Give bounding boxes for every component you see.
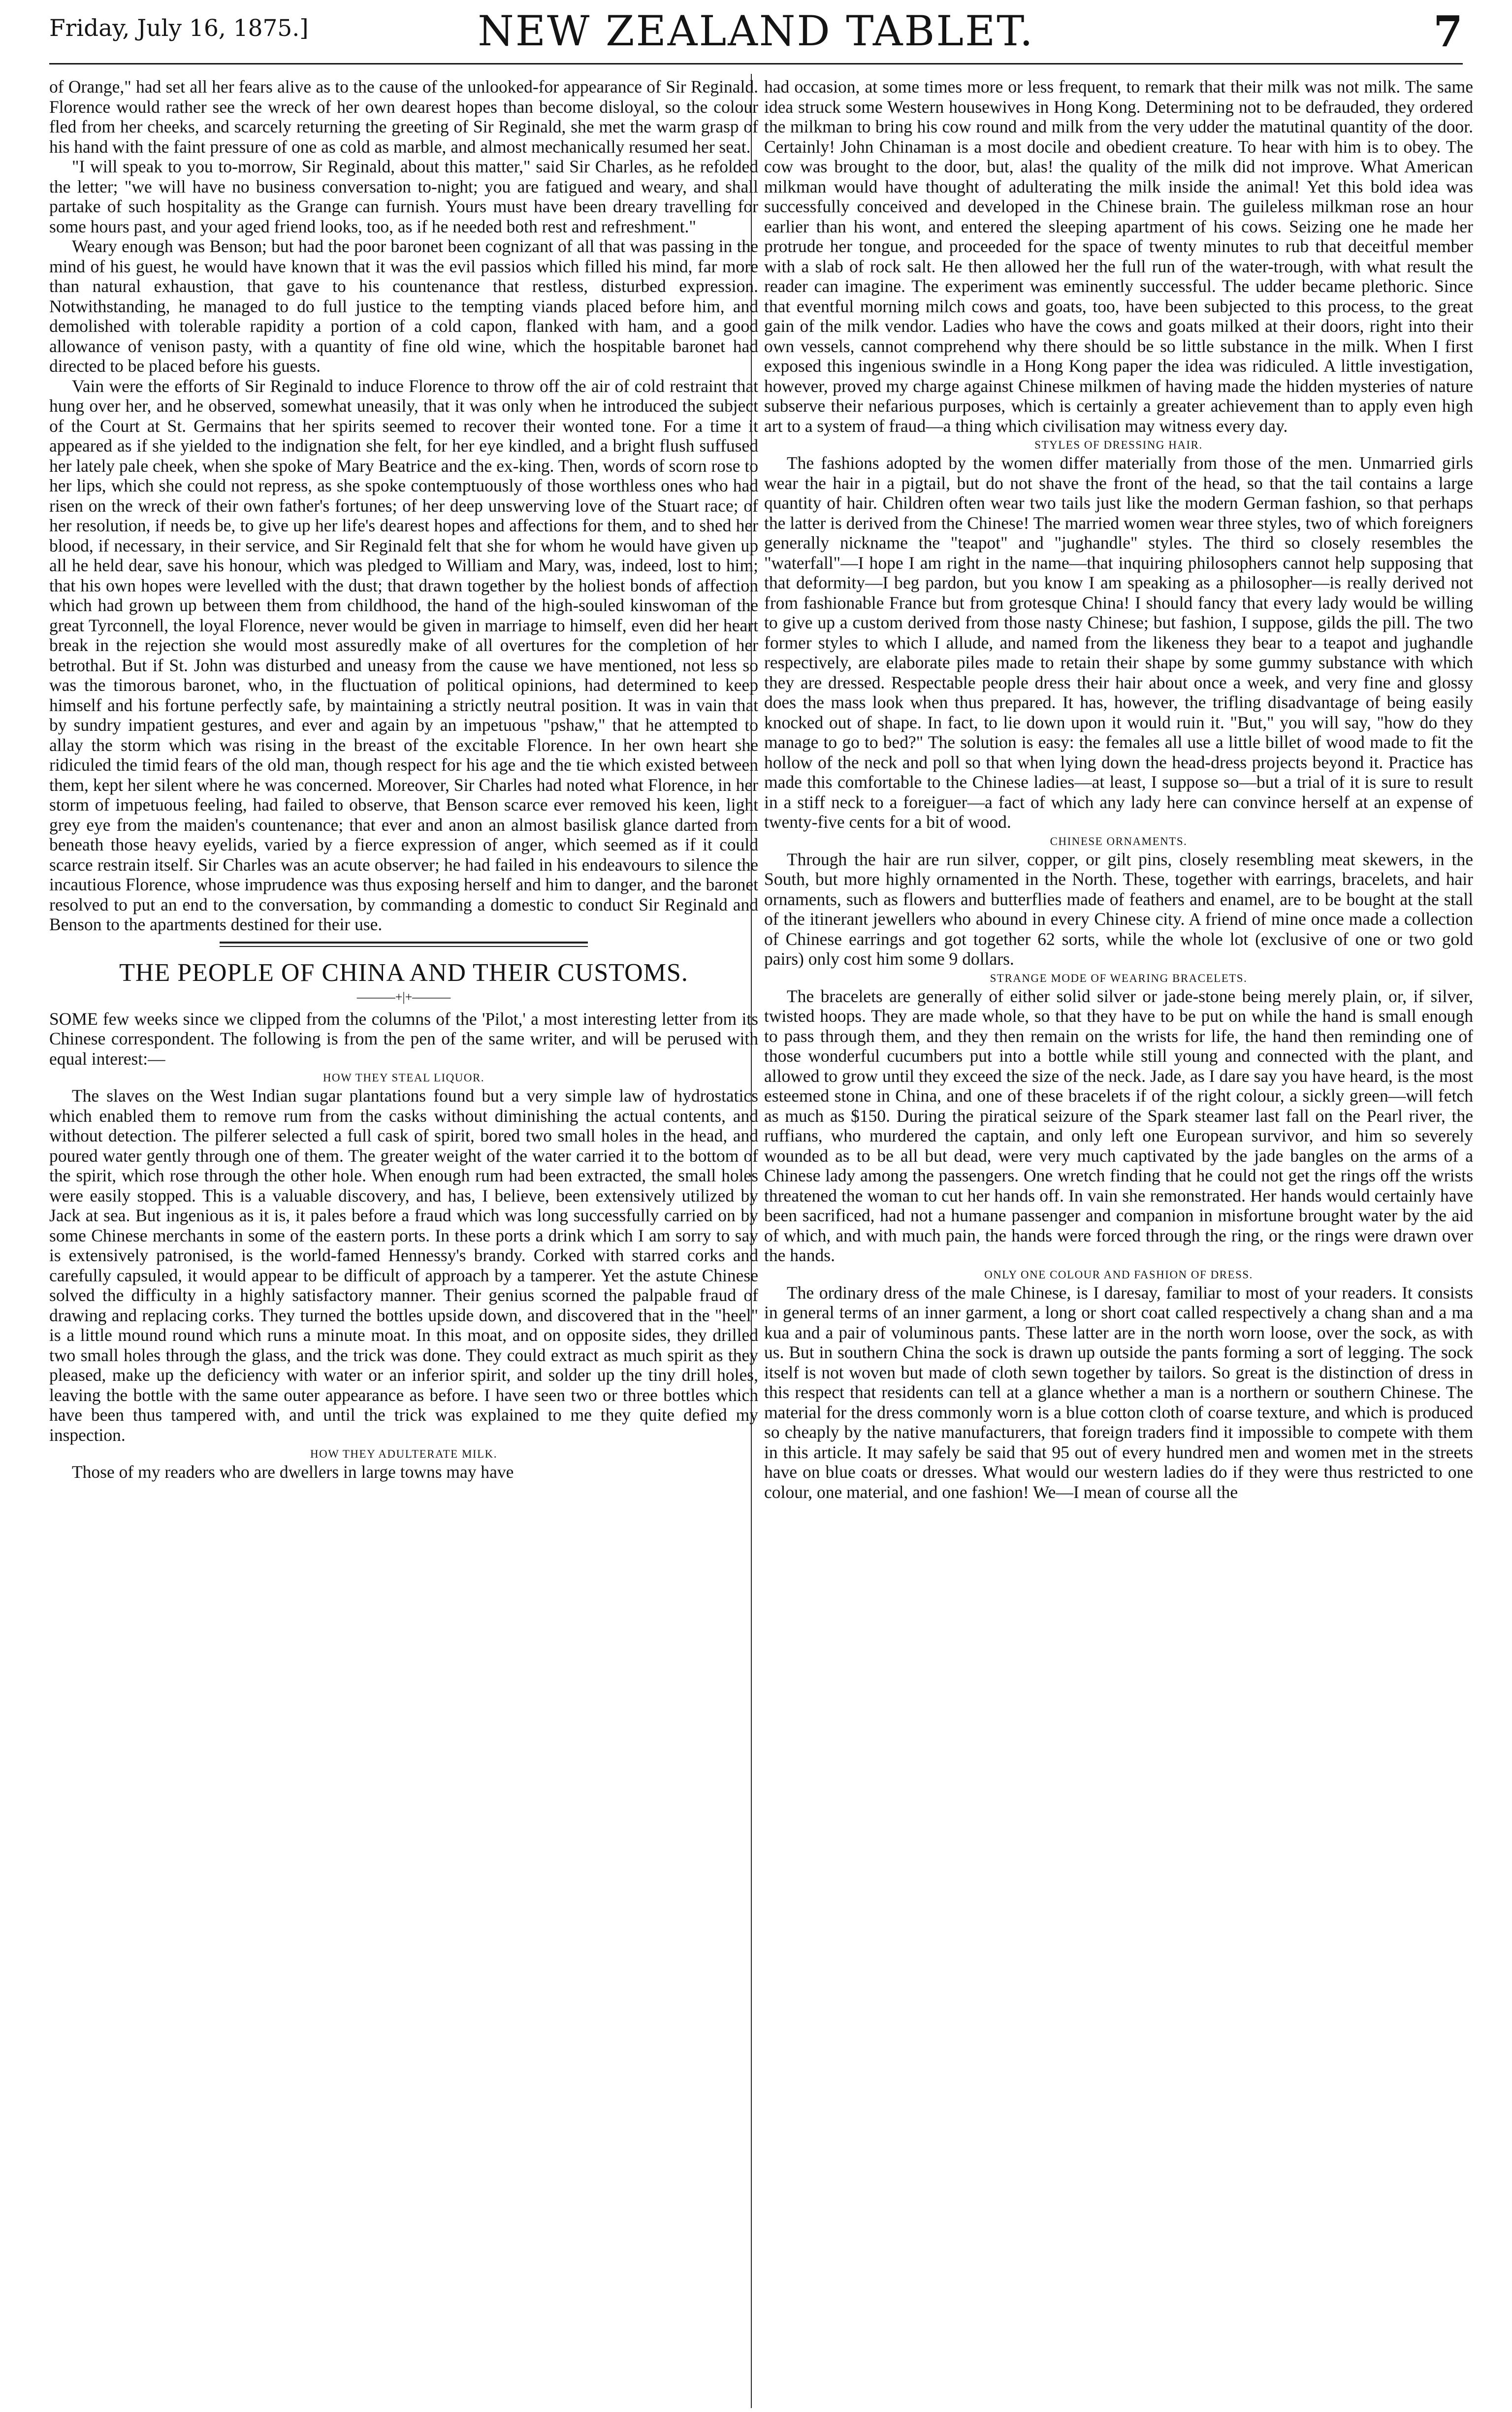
title-ornament: ———+|+——— xyxy=(356,989,451,1004)
story-paragraph: "I will speak to you to-morrow, Sir Reginald, about this matter," said Sir Charles, as he refolded the letter; "we will have no business conversation to-night; you are fatigued and weary, and shall partake of such hospitality as the Grange can furnish. Yours must have been dreary travelling for some hours past, and your aged friend looks, too, as if he needed both rest and refreshment." xyxy=(49,157,758,236)
article-paragraph: had occasion, at some times more or less frequent, to remark that their milk was not milk. The same idea struck some Western housewives in Hong Kong. Determining not to be defrauded, they ordered the milkman to bring his cow round and milk from the very udder the matutinal quantity of the door. Certainly! John Chinaman is a most docile and obedient creature. To hear with him is to obey. The cow was brought to the door, but, alas! the quality of the milk did not improve. What American milkman would have thought of adulterating the milk inside the animal! Yet this bold idea was successfully conceived and developed in the Chinese brain. The guileless milkman rose an hour earlier than his wont, and entered the sleeping apartment of his cows. Seizing one he made her protrude her tongue, and proceeded for the space of twenty minutes to rub that deceitful member with a slab of rock salt. He then allowed her the full run of the water-trough, with what result the reader can imagine. The experiment was eminently successful. The udder became plethoric. Since that eventful morning milch cows and goats, too, have been subjected to this process, to the great gain of the milk vendor. Ladies who have the cows and goats milked at their doors, right into their own vessels, cannot comprehend why there should be so little substance in the milk. When I first exposed this ingenious swindle in a Hong Kong paper the idea was ridiculed. A little investigation, however, proved my charge against Chinese milkmen of having made the hidden mysteries of nature subserve their nefarious purposes, which is certainly a greater achievement than to apply even high art to a system of fraud—a thing which civilisation may witness every day. xyxy=(764,77,1473,436)
subheading: HOW THEY ADULTERATE MILK. xyxy=(310,1448,497,1460)
subheading: CHINESE ORNAMENTS. xyxy=(1050,835,1188,847)
left-column xyxy=(49,77,758,2406)
section-divider xyxy=(220,942,588,947)
masthead xyxy=(49,0,1463,74)
article-intro: SOME few weeks since we clipped from the columns of the 'Pilot,' a most interesting letter from its Chinese correspondent. The following is from the pen of the same writer, and will be perused with equal interest:— xyxy=(49,1009,758,1069)
article-paragraph: The ordinary dress of the male Chinese, is I daresay, familiar to most of your readers. It consists in general terms of an inner garment, a long or short coat called respectively a chang shan and a ma kua and a pair of voluminous pants. These latter are in the north worn loose, over the sock, as with us. But in southern China the sock is drawn up outside the pants forming a sort of legging. The sock itself is not woven but made of cloth sewn together by tailors. So great is the distinction of dress in this respect that residents can tell at a glance whether a man is a northern or southern Chinese. The material for the dress commonly worn is a blue cotton cloth of coarse texture, and which is produced so cheaply by the native manufacturers, that foreign traders find it impossible to compete with them in this article. It may safely be said that 95 out of every hundred men and women met in the streets have on blue coats or dresses. What would our western ladies do if they were thus restricted to one colour, one material, and one fashion! We—I mean of course all the xyxy=(764,1282,1473,1502)
subheading: ONLY ONE COLOUR AND FASHION OF DRESS. xyxy=(984,1268,1253,1281)
subheading: STYLES OF DRESSING HAIR. xyxy=(1034,439,1203,451)
article-paragraph: The fashions adopted by the women differ materially from those of the men. Unmarried girls wear the hair in a pigtail, but do not shave the front of the head, so that the tail contains a large quantity of hair. Children often wear two tails just like the modern German fashion, so that perhaps the latter is derived from the Chinese! The married women wear three styles, two of which foreigners generally nickname the "teapot" and "jughandle" styles. The third so closely resembles the "waterfall"—I hope I am right in the name—that inquiring philosophers cannot help supposing that that deformity—I beg pardon, but you know I am speaking as a philosopher—is really derived not from fashionable France but from grotesque China! I should fancy that every lady would be willing to give up a custom derived from those nasty Chinese; but fashion, I suppose, gilds the pill. The two former styles to which I allude, and named from the likeness they bear to a teapot and jughandle respectively, are elaborate piles made to retain their shape by some gummy substance with which they are dressed. Respectable people dress their hair about once a week, and very fine and glossy does the mass look when thus prepared. It has, however, the trifling disadvantage of being easily knocked out of shape. In fact, to lie down upon it would ruin it. "But," you will say, "how do they manage to go to bed?" The solution is easy: the females all use a little billet of wood made to fit the hollow of the neck and poll so that when lying down the head-dress projects beyond it. Practice has made this comfortable to the Chinese ladies—at least, I suppose so—but a trial of it is sure to result in a stiff neck to a foreiguer—a fact of which any lady here can convince herself at an expense of twenty-five cents for a bit of wood. xyxy=(764,453,1473,832)
subheading: HOW THEY STEAL LIQUOR. xyxy=(322,1072,485,1084)
article-title: THE PEOPLE OF CHINA AND THEIR CUSTOMS. xyxy=(119,958,688,987)
issue-date: Friday, July 16, 1875.] xyxy=(49,15,309,42)
article-paragraph: The slaves on the West Indian sugar plantations found but a very simple law of hydrostatics which enabled them to remove rum from the casks without diminishing the actual contents, and without detection. The pilferer selected a full cask of spirit, bored two small holes in the head, and poured water gently through one of them. The greater weight of the water carried it to the bottom of the spirit, which rose through the other hole. When enough rum had been extracted, the small holes were easily stopped. This is a valuable discovery, and has, I believe, been extensively utilized by Jack at sea. But ingenious as it is, it pales before a fraud which was long successfully carried on by some Chinese merchants in some of the eastern ports. In these ports a drink which I am sorry to say is extensively patronised, is the world-famed Hennessy's brandy. Corked with starred corks and carefully capsuled, it would appear to be difficult of approach by a tamperer. Yet the astute Chinese solved the difficulty in a highly satisfactory manner. Their genius scorned the palpable fraud of drawing and replacing corks. They turned the bottles upside down, and discovered that in the "heel" is a little mound round which runs a minute moat. In this moat, and on opposite sides, they drilled two small holes through the glass, and the trick was done. They could extract as much spirit as they pleased, make up the deficiency with water or an inferior spirit, and solder up the tiny drill holes, leaving the bottle with the same outer appearance as before. I have seen two or three bottles which have been thus tampered with, and until the trick was explained to me they quite defied my inspection. xyxy=(49,1086,758,1445)
masthead-rule xyxy=(49,63,1463,65)
right-column xyxy=(764,77,1473,2406)
article-paragraph: Those of my readers who are dwellers in large towns may have xyxy=(72,1462,514,1482)
newspaper-title: NEW ZEALAND TABLET. xyxy=(478,7,1034,55)
article-paragraph: The bracelets are generally of either solid silver or jade-stone being merely plain, or, if silver, twisted hoops. They are made whole, so that they have to be put on while the hand is small enough to pass through them, and they then remain on the wrists for life, the hand then reminding one of those wonderful cucumbers put into a bottle while still young and connected with the plant, and allowed to grow until they exceed the size of the neck. Jade, as I dare say you have heard, is the most esteemed stone in China, and one of these bracelets if of the right colour, a sickly green—will fetch as much as $150. During the piratical seizure of the Spark steamer last fall on the Pearl river, the ruffians, who murdered the captain, and only left one European survivor, and him so severely wounded as to be all but dead, were very much captivated by the jade bangles on the arms of a Chinese lady among the passengers. One wretch finding that he could not get the rings off the wrists threatened the woman to cut her hands off. In vain she remonstrated. Her hands would certainly have been sacrificed, had not a humane passenger and companion in misfortune brought water by the aid of which, and with much pain, the hands were forced through the ring, or the rings were drawn over the hands. xyxy=(764,986,1473,1265)
story-paragraph: Vain were the efforts of Sir Reginald to induce Florence to throw off the air of cold restraint that hung over her, and he observed, somewhat uneasily, that it was only when he introduced the subject of the Court at St. Germains that her spirits seemed to recover their wonted tone. For a time it appeared as if she yielded to the indignation she felt, for her eye kindled, and a bright flush suffused her lately pale cheek, when she spoke of Mary Beatrice and the ex-king. Then, words of scorn rose to her lips, which she could not repress, as she spoke contemptuously of those worthless ones who had risen on the wreck of their own father's fortunes; of her deep unswerving love of the Stuart race; of her resolution, if needs be, to give up her life's dearest hopes and affections for them, and to shed her blood, if necessary, in their service, and Sir Reginald felt that she for whom he would have given up all he held dear, save his honour, which was pledged to William and Mary, was, indeed, lost to him; that his own hopes were levelled with the dust; that drawn together by the holiest bonds of affection which had grown up between them from childhood, the hand of the high-souled kinswoman of the great Tyrconnell, the loyal Florence, never would be given in marriage to himself, even did her heart break in the rejection she would most assuredly make of all overtures for the completion of her betrothal. But if St. John was disturbed and uneasy from the cause we have mentioned, not less so was the timorous baronet, who, in the fluctuation of political opinions, had determined to keep himself and his fortune perfectly safe, by maintaining a strictly neutral position. It was in vain that by sundry impatient gestures, and ever and again by an impetuous "pshaw," that he attempted to allay the storm which was rising in the breast of the excitable Florence. In her own heart she ridiculed the timid fears of the old man, though respect for his age and the tie which existed between them, kept her silent where he was concerned. Moreover, Sir Charles had noted what Florence, in her storm of impetuous feeling, had failed to observe, that Benson scarce ever removed his keen, light grey eye from the maiden's countenance; that ever and anon an almost basilisk glance darted from beneath those heavy eyelids, varied by a fierce expression of anger, which seemed as if it could scarce restrain itself. Sir Charles was an acute observer; he had failed in his endeavours to silence the incautious Florence, whose imprudence was thus exposing herself and him to danger, and the baronet resolved to put an end to the conversation, by commanding a domestic to conduct Sir Reginald and Benson to the apartments destined for their use. xyxy=(49,376,758,934)
story-paragraph: Weary enough was Benson; but had the poor baronet been cognizant of all that was passing in the mind of his guest, he would have known that it was the evil passios which filled his mind, far more than natural exhaustion, that gave to his countenance that restless, disturbed expression. Notwithstanding, he managed to do full justice to the tempting viands placed before him, and demolished with tolerable rapidity a portion of a cold capon, flanked with ham, and a good allowance of venison pasty, with a quantity of fine old wine, which the hospitable baronet had directed to be placed before his guests. xyxy=(49,236,758,376)
story-continued-paragraph: of Orange," had set all her fears alive as to the cause of the unlooked-for appearance of Sir Reginald. Florence would rather see the wreck of her own dearest hopes than become disloyal, so the colour fled from her cheeks, and scarcely returning the greeting of Sir Reginald, she met the warm grasp of his hand with the faint pressure of one as cold as marble, and almost mechanically resumed her seat. xyxy=(49,77,758,157)
subheading: STRANGE MODE OF WEARING BRACELETS. xyxy=(990,972,1248,984)
article-paragraph: Through the hair are run silver, copper, or gilt pins, closely resembling meat skewers, in the South, but more highly ornamented in the North. These, together with earrings, bracelets, and hair ornaments, such as flowers and butterflies made of feathers and enamel, are to be bought at the stall of the itinerant jewellers who abound in every Chinese city. A friend of mine once made a collection of Chinese earrings and got together 62 sorts, while the whole lot (exclusive of one or two gold pairs) only cost him some 9 dollars. xyxy=(764,849,1473,969)
page-number: 7 xyxy=(1433,7,1463,57)
